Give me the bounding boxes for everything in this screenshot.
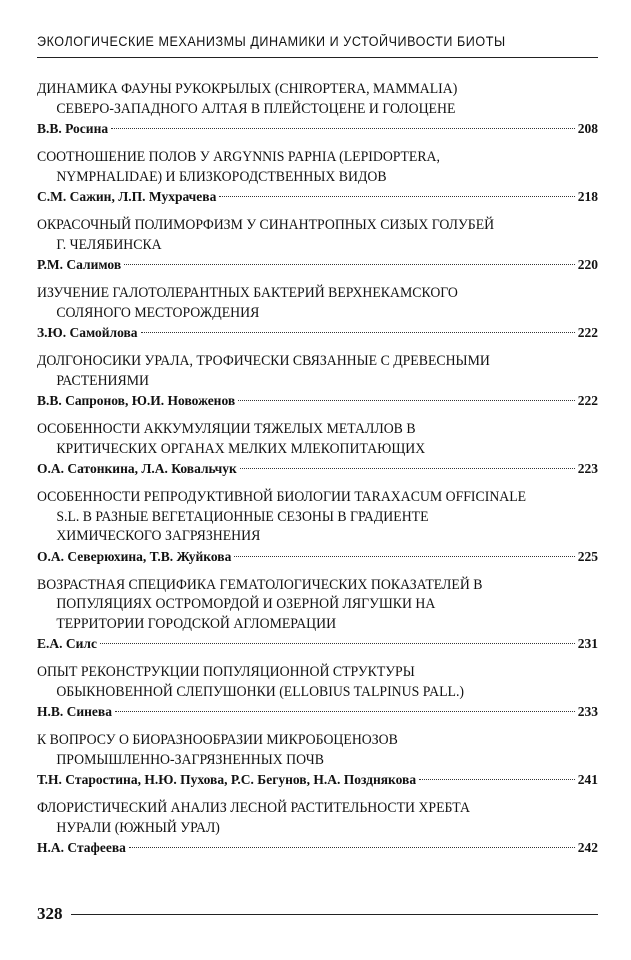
- entry-author-line: [37, 391, 598, 411]
- dot-leader: [234, 556, 574, 557]
- entry-title-line: ХИМИЧЕСКОГО ЗАГРЯЗНЕНИЯ: [56, 528, 261, 544]
- entry-title-line: Г. ЧЕЛЯБИНСКА: [56, 236, 162, 253]
- entry-title-line: КРИТИЧЕСКИХ ОРГАНАХ МЕЛКИХ МЛЕКОПИТАЮЩИХ: [56, 440, 426, 457]
- entry-title-line: ПОПУЛЯЦИЯХ ОСТРОМОРДОЙ И ОЗЕРНОЙ ЛЯГУШКИ НА: [56, 596, 436, 612]
- dot-leader: [111, 128, 575, 129]
- entry-title-line: СООТНОШЕНИЕ ПОЛОВ У ARGYNNIS PAPHIA (LEPIDOPTERA,: [37, 149, 440, 165]
- entry-title-line: НУРАЛИ (ЮЖНЫЙ УРАЛ): [56, 819, 220, 836]
- entry-page: 208: [577, 121, 598, 136]
- entry-page: 241: [577, 772, 598, 787]
- dot-leader: [115, 711, 575, 712]
- toc-entry: [37, 799, 598, 858]
- toc-entry: [37, 731, 598, 790]
- entry-author-line: [37, 187, 598, 207]
- entry-page: 233: [577, 704, 598, 719]
- entry-author-line: [37, 702, 598, 722]
- entry-authors: Н.А. Стафеева: [37, 840, 126, 855]
- entry-page: 242: [577, 840, 598, 855]
- entry-authors: О.А. Северюхина, Т.В. Жуйкова: [37, 548, 232, 564]
- entry-authors: В.В. Росина: [37, 121, 109, 136]
- dot-leader: [100, 643, 575, 644]
- entry-title-line: S.L. В РАЗНЫЕ ВЕГЕТАЦИОННЫЕ СЕЗОНЫ В ГРАДИЕНТЕ: [56, 508, 429, 525]
- entry-title-line: К ВОПРОСУ О БИОРАЗНООБРАЗИИ МИКРОБОЦЕНОЗОВ: [37, 732, 398, 748]
- table-of-contents: [37, 80, 598, 867]
- entry-title-line: СЕВЕРО-ЗАПАДНОГО АЛТАЯ В ПЛЕЙСТОЦЕНЕ И ГОЛОЦЕНЕ: [56, 100, 456, 117]
- entry-title-line: ОСОБЕННОСТИ РЕПРОДУКТИВНОЙ БИОЛОГИИ TARAXACUM OFFICINALE: [37, 489, 527, 505]
- entry-title-line: ОБЫКНОВЕННОЙ СЛЕПУШОНКИ (ELLOBIUS TALPINUS PALL.): [56, 683, 465, 700]
- entry-page: 225: [577, 548, 598, 564]
- dot-leader: [219, 196, 574, 197]
- header-rule: [37, 57, 598, 58]
- entry-title-line: ТЕРРИТОРИИ ГОРОДСКОЙ АГЛОМЕРАЦИИ: [56, 615, 337, 632]
- dot-leader: [124, 264, 575, 265]
- entry-page: 222: [577, 393, 598, 408]
- entry-author-line: [37, 459, 598, 479]
- entry-author-line: [37, 119, 598, 139]
- entry-title-line: ДОЛГОНОСИКИ УРАЛА, ТРОФИЧЕСКИ СВЯЗАННЫЕ С ДРЕВЕСНЫМИ: [37, 353, 490, 369]
- entry-authors: Н.В. Синева: [37, 704, 112, 719]
- entry-title-line: ОПЫТ РЕКОНСТРУКЦИИ ПОПУЛЯЦИОННОЙ СТРУКТУРЫ: [37, 664, 415, 680]
- entry-title-line: ВОЗРАСТНАЯ СПЕЦИФИКА ГЕМАТОЛОГИЧЕСКИХ ПОКАЗАТЕЛЕЙ В: [37, 576, 483, 593]
- page-number: 328: [37, 904, 63, 923]
- running-head: ЭКОЛОГИЧЕСКИЕ МЕХАНИЗМЫ ДИНАМИКИ И УСТОЙЧИВОСТИ БИОТЫ: [37, 34, 506, 49]
- entry-title-line: ОКРАСОЧНЫЙ ПОЛИМОРФИЗМ У СИНАНТРОПНЫХ СИЗЫХ ГОЛУБЕЙ: [37, 217, 495, 233]
- entry-title-line: ИЗУЧЕНИЕ ГАЛОТОЛЕРАНТНЫХ БАКТЕРИЙ ВЕРХНЕКАМСКОГО: [37, 285, 458, 301]
- entry-page: 222: [577, 325, 598, 340]
- entry-author-line: [37, 323, 598, 343]
- entry-authors: Т.Н. Старостина, Н.Ю. Пухова, Р.С. Бегунов, Н.А. Позднякова: [37, 772, 417, 787]
- dot-leader: [129, 847, 575, 848]
- toc-entry: [37, 284, 598, 343]
- entry-page: 231: [577, 636, 598, 651]
- entry-authors: С.М. Сажин, Л.П. Мухрачева: [37, 189, 217, 204]
- toc-entry: [37, 663, 598, 722]
- entry-title-line: ФЛОРИСТИЧЕСКИЙ АНАЛИЗ ЛЕСНОЙ РАСТИТЕЛЬНОСТИ ХРЕБТА: [37, 800, 470, 816]
- entry-title-line: ОСОБЕННОСТИ АККУМУЛЯЦИИ ТЯЖЕЛЫХ МЕТАЛЛОВ В: [37, 421, 416, 437]
- toc-entry: [37, 576, 598, 655]
- entry-title-line: NYMPHALIDAE) И БЛИЗКОРОДСТВЕННЫХ ВИДОВ: [56, 168, 387, 185]
- toc-entry: [37, 420, 598, 479]
- dot-leader: [419, 779, 575, 780]
- dot-leader: [141, 332, 575, 333]
- dot-leader: [238, 400, 575, 401]
- entry-author-line: [37, 547, 598, 567]
- footer-rule: [71, 914, 599, 915]
- entry-page: 220: [577, 257, 598, 272]
- entry-title-line: ДИНАМИКА ФАУНЫ РУКОКРЫЛЫХ (CHIROPTERA, MAMMALIA): [37, 81, 458, 97]
- entry-authors: В.В. Сапронов, Ю.И. Новоженов: [37, 393, 236, 408]
- entry-page: 218: [577, 189, 598, 204]
- entry-author-line: [37, 838, 598, 858]
- toc-entry: [37, 216, 598, 275]
- entry-title-line: ПРОМЫШЛЕННО-ЗАГРЯЗНЕННЫХ ПОЧВ: [56, 751, 324, 768]
- entry-author-line: [37, 770, 598, 790]
- entry-author-line: [37, 634, 598, 654]
- toc-entry: [37, 148, 598, 207]
- entry-title-line: РАСТЕНИЯМИ: [56, 372, 149, 389]
- entry-page: 223: [577, 461, 598, 476]
- toc-entry: [37, 80, 598, 139]
- page-footer: [37, 904, 598, 924]
- entry-title-line: СОЛЯНОГО МЕСТОРОЖДЕНИЯ: [56, 304, 260, 321]
- entry-author-line: [37, 255, 598, 275]
- dot-leader: [240, 468, 575, 469]
- toc-entry: [37, 352, 598, 411]
- entry-authors: Е.А. Силс: [37, 636, 97, 651]
- entry-authors: Р.М. Салимов: [37, 257, 122, 272]
- toc-entry: [37, 488, 598, 567]
- entry-authors: З.Ю. Самойлова: [37, 325, 138, 340]
- entry-authors: О.А. Сатонкина, Л.А. Ковальчук: [37, 461, 237, 476]
